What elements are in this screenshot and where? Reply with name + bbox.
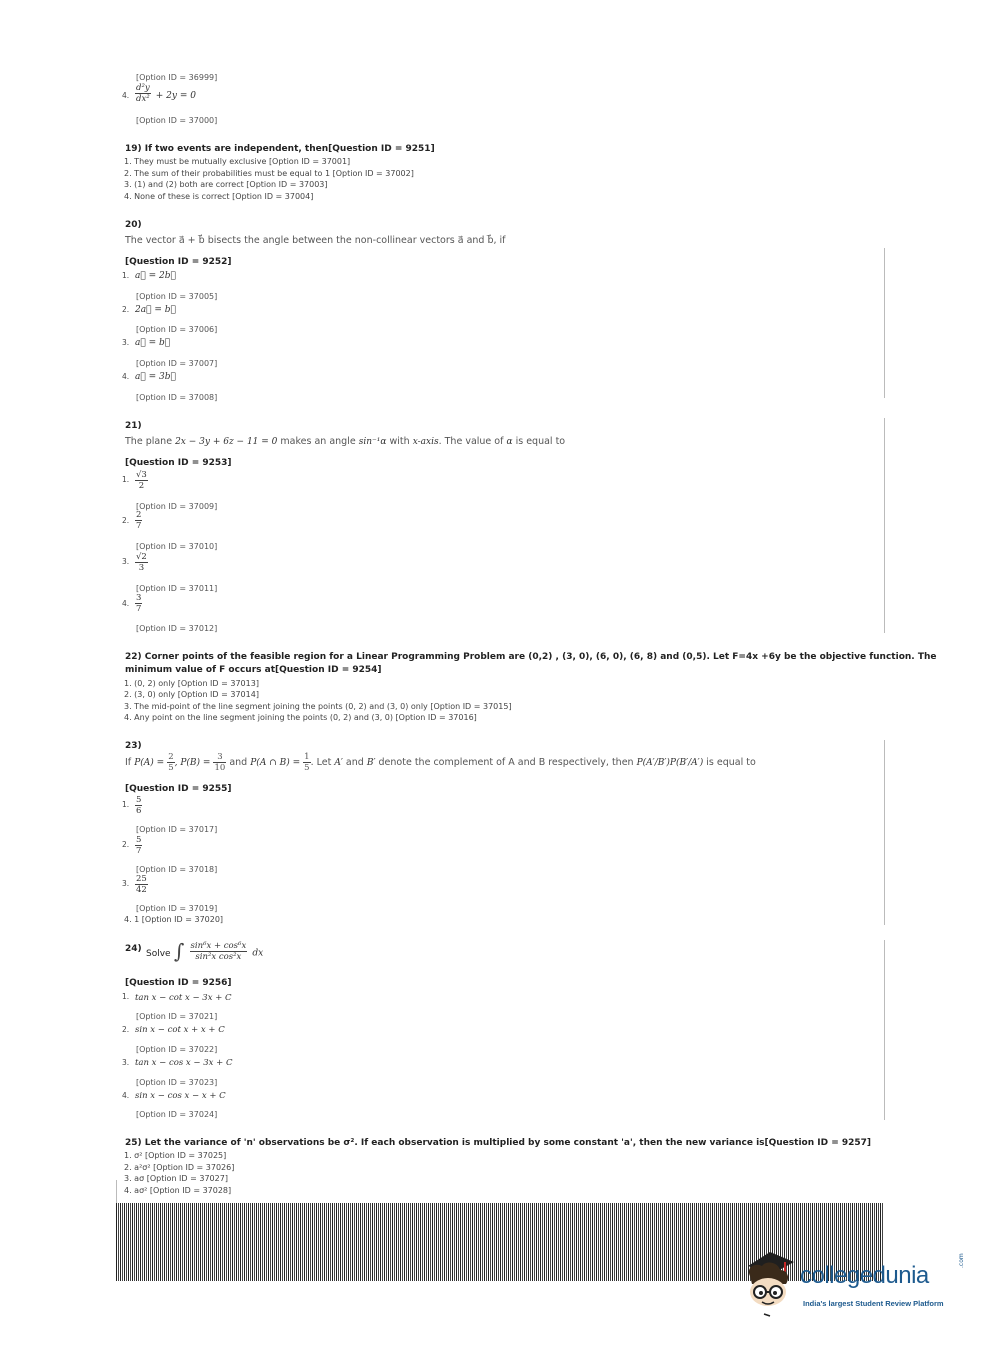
option-expression: tan x − cos x − 3x + C xyxy=(135,1058,233,1068)
option-text: 2. (3, 0) only [Option ID = 37014] xyxy=(124,690,259,699)
option-id: [Option ID = 37022] xyxy=(136,1045,218,1054)
option-text: 3. The mid-point of the line segment joining the points (0, 2) and (3, 0) only [Option ID = 37015] xyxy=(124,702,512,711)
margin-rule xyxy=(884,248,885,398)
option-id: [Option ID = 37018] xyxy=(136,865,218,874)
option-number: 3. xyxy=(122,1058,130,1067)
option-id: [Option ID = 37006] xyxy=(136,325,218,334)
option-number: 4. xyxy=(122,1091,130,1100)
option-text: 4. 1 [Option ID = 37020] xyxy=(124,915,224,924)
question-stem: The plane 2x − 3y + 6z − 11 = 0 makes an angle sin⁻¹α with x-axis. The value of α is equal to xyxy=(125,436,566,447)
option-id: [Option ID = 37009] xyxy=(136,502,218,511)
question-title-cont: minimum value of F occurs at[Question ID = 9254] xyxy=(125,665,382,675)
option-number: 3. xyxy=(122,879,130,888)
option-number: 2. xyxy=(122,840,130,849)
option-expression: $\frac{\text{d²y}}{\text{dx²}}$ + 2y = 0 xyxy=(136,83,196,104)
question-title: 22) Corner points of the feasible region for a Linear Programming Problem are (0,2) , (3, 0), (6, 0), (6, 8) and (0,5). Let F=4x +6y be the objective function. The xyxy=(125,652,937,662)
option-id: [Option ID = 37012] xyxy=(136,624,218,633)
option-number: 4. xyxy=(122,599,130,608)
option-expression: a⃗ = 2b⃗ xyxy=(135,271,176,281)
option-text: 1. σ² [Option ID = 37025] xyxy=(124,1151,227,1160)
question-id: [Question ID = 9253] xyxy=(125,458,232,468)
question-stem: If P(A) = $\frac{2}{5}$ , P(B) = $\frac{3}{10}$ and P(A ∩ B) = $\frac{1}{5}$ . Let A′ and B′ denote the complement of A and B respectively, then P(A′/B′)P(B′/A′) is equal to xyxy=(125,752,756,773)
option-text: 3. aσ [Option ID = 37027] xyxy=(124,1174,228,1183)
brand-name: collegedunia xyxy=(800,1262,929,1289)
option-fraction: $\frac{25}{42}$ xyxy=(136,874,147,895)
option-fraction: $\frac{3}{7}$ xyxy=(136,593,142,614)
option-id: [Option ID = 37023] xyxy=(136,1078,218,1087)
question-id: [Question ID = 9256] xyxy=(125,978,232,988)
question-number: 23) xyxy=(125,741,142,751)
question-number: 24) xyxy=(125,944,142,954)
brand-domain: .com xyxy=(958,1253,965,1268)
option-number: 1. xyxy=(122,992,130,1001)
option-expression: 2a⃗ = b⃗ xyxy=(135,305,176,315)
brand-tagline: India's largest Student Review Platform xyxy=(803,1299,944,1308)
mascot-icon xyxy=(740,1248,802,1322)
margin-rule xyxy=(884,940,885,1120)
integral-expression: ∫ $\frac{\text{sin⁶x + cos⁶x}}{\text{sin²x cos²x}}$ dx xyxy=(174,939,264,963)
option-number: 1. xyxy=(122,475,130,484)
option-expression: sin x − cos x − x + C xyxy=(135,1091,226,1101)
question-number: 20) xyxy=(125,220,142,230)
question-id: [Question ID = 9252] xyxy=(125,257,232,267)
option-text: 4. aσ² [Option ID = 37028] xyxy=(124,1186,232,1195)
option-fraction: $\frac{√2}{3}$ xyxy=(136,552,147,573)
option-text: 2. a²σ² [Option ID = 37026] xyxy=(124,1163,235,1172)
option-fraction: $\frac{√3}{2}$ xyxy=(136,470,147,491)
question-stem: Solve xyxy=(146,949,171,959)
option-fraction: $\frac{5}{6}$ xyxy=(136,795,142,816)
question-stem: The vector a⃗ + b⃗ bisects the angle between the non-collinear vectors a⃗ and b⃗, if xyxy=(125,235,506,246)
option-id: [Option ID = 37024] xyxy=(136,1110,218,1119)
option-number: 3. xyxy=(122,557,130,566)
option-id: [Option ID = 37010] xyxy=(136,542,218,551)
option-number: 3. xyxy=(122,338,130,347)
option-number: 4. xyxy=(122,91,130,100)
question-title: 19) If two events are independent, then[Question ID = 9251] xyxy=(125,144,435,154)
option-expression: a⃗ = b⃗ xyxy=(135,338,171,348)
option-number: 1. xyxy=(122,800,130,809)
option-id: [Option ID = 37021] xyxy=(136,1012,218,1021)
option-id: [Option ID = 37008] xyxy=(136,393,218,402)
option-text: 4. Any point on the line segment joining the points (0, 2) and (3, 0) [Option ID = 37016] xyxy=(124,713,477,722)
option-number: 2. xyxy=(122,305,130,314)
option-expression: sin x − cot x + x + C xyxy=(135,1025,225,1035)
option-fraction: $\frac{5}{7}$ xyxy=(136,835,142,856)
option-text: 3. (1) and (2) both are correct [Option ID = 37003] xyxy=(124,180,328,189)
option-number: 2. xyxy=(122,516,130,525)
option-id: [Option ID = 37017] xyxy=(136,825,218,834)
option-id: [Option ID = 37005] xyxy=(136,292,218,301)
margin-rule xyxy=(884,740,885,925)
option-text: 1. (0, 2) only [Option ID = 37013] xyxy=(124,679,259,688)
option-text: 4. None of these is correct [Option ID = 37004] xyxy=(124,192,314,201)
option-fraction: $\frac{2}{7}$ xyxy=(136,510,142,531)
option-number: 1. xyxy=(122,271,130,280)
option-text: 1. They must be mutually exclusive [Option ID = 37001] xyxy=(124,157,351,166)
option-id: [Option ID = 37000] xyxy=(136,116,218,125)
option-id: [Option ID = 37011] xyxy=(136,584,218,593)
option-id: [Option ID = 36999] xyxy=(136,73,218,82)
question-number: 21) xyxy=(125,421,142,431)
option-id: [Option ID = 37019] xyxy=(136,904,218,913)
option-id: [Option ID = 37007] xyxy=(136,359,218,368)
option-number: 2. xyxy=(122,1025,130,1034)
option-expression: tan x − cot x − 3x + C xyxy=(135,993,232,1003)
option-expression: a⃗ = 3b⃗ xyxy=(135,372,176,382)
question-id: [Question ID = 9255] xyxy=(125,784,232,794)
margin-rule xyxy=(884,418,885,633)
option-text: 2. The sum of their probabilities must be equal to 1 [Option ID = 37002] xyxy=(124,169,414,178)
question-title: 25) Let the variance of 'n' observations be σ². If each observation is multiplied by some constant 'a', then the new variance is[Question ID = 9257] xyxy=(125,1138,872,1148)
option-number: 4. xyxy=(122,372,130,381)
